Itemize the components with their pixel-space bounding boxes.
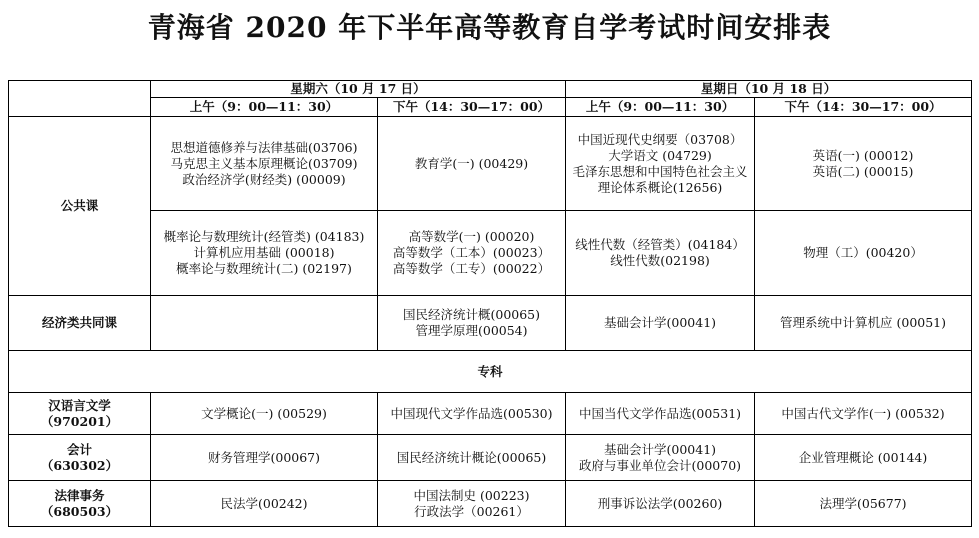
cell-accounting-sat-pm <box>378 435 566 481</box>
cell-chinese-lit-sun-pm <box>755 393 972 435</box>
course: 基础会计学(00041) <box>604 315 717 330</box>
cell-public-a-sun-am <box>566 117 755 211</box>
cell-public-b-sun-pm <box>755 211 972 296</box>
row-label-econ: 经济类共同课 <box>9 296 151 351</box>
cell-econ-sun-pm <box>755 296 972 351</box>
major-label-accounting <box>9 435 151 481</box>
course: 大学语文 (04729) <box>608 147 712 163</box>
course: 文学概论(一) (00529) <box>201 405 327 421</box>
course: 毛泽东思想和中国特色社会主义理论体系概论(12656) <box>572 163 748 195</box>
course: 刑事诉讼法学(00260) <box>597 495 723 511</box>
cell-accounting-sat-am <box>151 435 378 481</box>
section-header-zhuanke: 专科 <box>9 351 972 393</box>
course: 企业管理概论 (00144) <box>798 449 928 465</box>
major-name: 会计 <box>66 441 92 457</box>
cell-accounting-sun-am <box>566 435 755 481</box>
day-header-sunday: 星期日（10 月 18 日） <box>566 81 972 98</box>
course: 行政法学（00261） <box>414 503 529 519</box>
course: 管理系统中计算机应 (00051) <box>780 315 947 330</box>
course: 管理学原理(00054) <box>415 323 528 338</box>
course: 计算机应用基础 (00018) <box>193 245 335 260</box>
course: 思想道德修养与法律基础(03706) <box>170 139 358 155</box>
course: 中国法制史 (00223) <box>413 487 530 503</box>
course: 高等数学（工本）(00023） <box>392 245 551 260</box>
course: 高等数学（工专）(00022） <box>392 261 551 276</box>
course: 政府与事业单位会计(00070) <box>579 457 742 473</box>
schedule-table <box>8 80 972 527</box>
session-header-sun-am: 上午（9：00—11：30） <box>566 98 755 117</box>
major-code: （970201） <box>40 413 119 429</box>
cell-econ-sat-pm <box>378 296 566 351</box>
cell-econ-sat-am <box>151 296 378 351</box>
course: 概率论与数理统计(经管类) (04183) <box>163 229 365 244</box>
row-label-public: 公共课 <box>9 117 151 296</box>
cell-public-b-sat-pm <box>378 211 566 296</box>
course: 中国当代文学作品选(00531) <box>579 405 742 421</box>
course: 中国现代文学作品选(00530) <box>390 405 553 421</box>
session-header-sat-am: 上午（9：00—11：30） <box>151 98 378 117</box>
course: 高等数学(一) (00020) <box>408 229 535 244</box>
cell-chinese-lit-sat-pm <box>378 393 566 435</box>
cell-chinese-lit-sun-am <box>566 393 755 435</box>
course: 国民经济统计概(00065) <box>402 307 541 322</box>
cell-public-a-sun-pm <box>755 117 972 211</box>
corner-cell <box>9 81 151 117</box>
course: 民法学(00242) <box>220 495 308 511</box>
course: 概率论与数理统计(二) (02197) <box>176 261 352 276</box>
major-name: 法律事务 <box>54 487 105 503</box>
course: 马克思主义基本原理概论(03709) <box>170 155 358 171</box>
course: 线性代数（经管类）(04184） <box>575 237 745 252</box>
session-header-sun-pm: 下午（14：30—17：00） <box>755 98 972 117</box>
course: 政治经济学(财经类) (00009) <box>182 171 346 187</box>
major-name: 汉语言文学 <box>48 397 111 413</box>
cell-public-b-sat-am <box>151 211 378 296</box>
course: 国民经济统计概论(00065) <box>396 449 547 465</box>
course: 法理学(05677) <box>819 495 907 511</box>
page-title: 青海省 2020 年下半年高等教育自学考试时间安排表 <box>147 11 832 44</box>
session-header-sat-pm: 下午（14：30—17：00） <box>378 98 566 117</box>
course: 教育学(一) (00429) <box>414 155 529 171</box>
cell-public-b-sun-am <box>566 211 755 296</box>
course: 中国近现代史纲要（03708） <box>577 131 743 147</box>
cell-chinese-lit-sat-am <box>151 393 378 435</box>
major-code: （680503） <box>40 503 119 519</box>
cell-legal-sun-am <box>566 481 755 527</box>
course: 英语(一) (00012) <box>812 147 914 163</box>
course: 基础会计学(00041) <box>604 441 717 457</box>
course: 线性代数(02198) <box>610 253 710 268</box>
cell-legal-sat-am <box>151 481 378 527</box>
cell-legal-sun-pm <box>755 481 972 527</box>
cell-econ-sun-am <box>566 296 755 351</box>
day-header-saturday: 星期六（10 月 17 日） <box>151 81 566 98</box>
cell-legal-sat-pm <box>378 481 566 527</box>
course: 财务管理学(00067) <box>207 449 321 465</box>
cell-public-a-sat-am <box>151 117 378 211</box>
major-label-legal <box>9 481 151 527</box>
course: 物理（工）(00420） <box>803 245 923 260</box>
course: 英语(二) (00015) <box>812 163 914 179</box>
major-label-chinese-lit <box>9 393 151 435</box>
major-code: （630302） <box>40 457 119 473</box>
course: 中国古代文学作(一) (00532) <box>781 405 945 421</box>
cell-public-a-sat-pm <box>378 117 566 211</box>
cell-accounting-sun-pm <box>755 435 972 481</box>
